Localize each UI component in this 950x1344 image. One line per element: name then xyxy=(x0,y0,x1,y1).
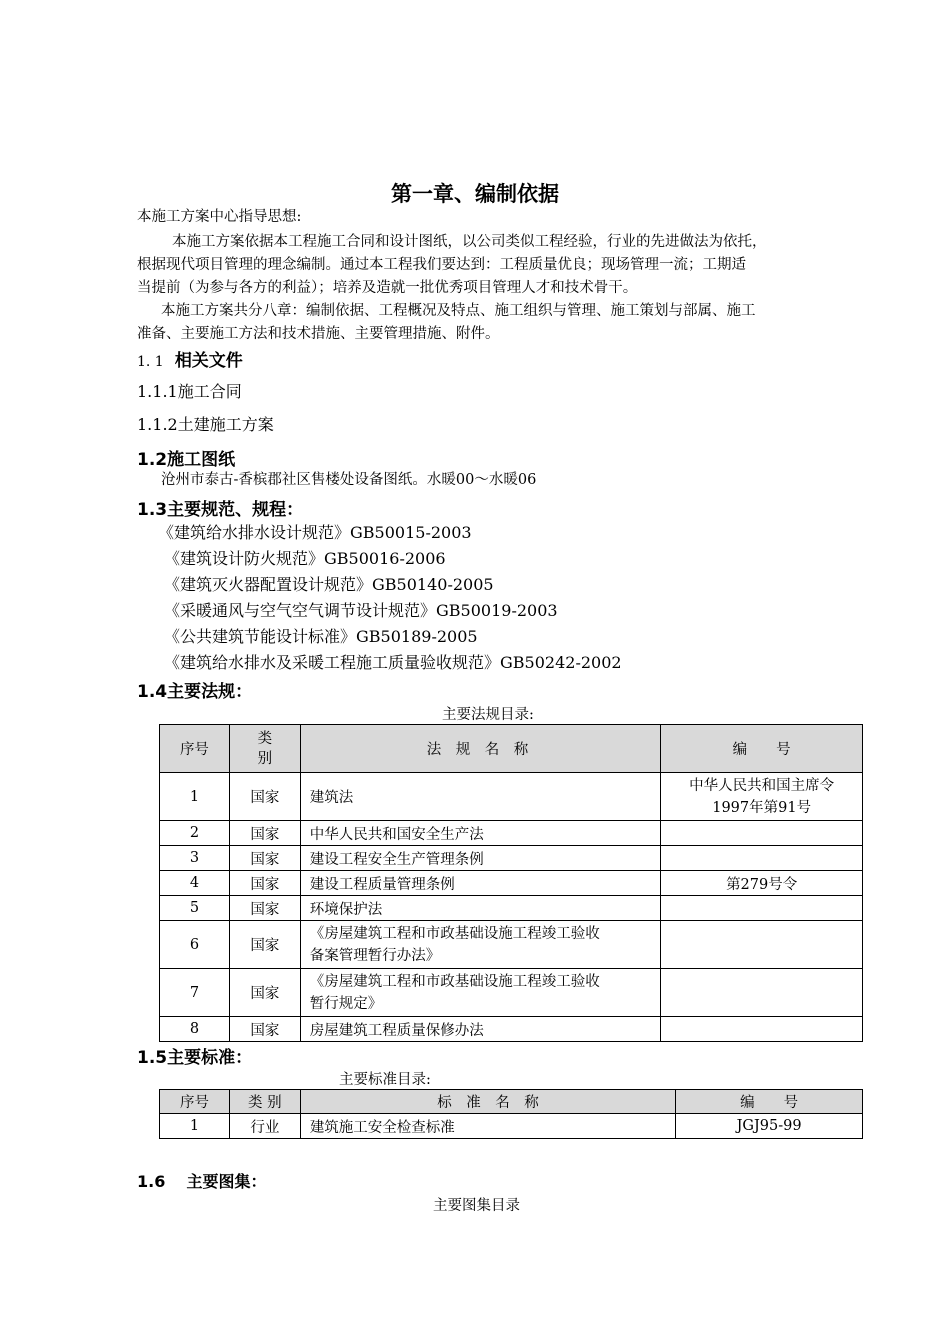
section-1-2-title: 1.2施工图纸 xyxy=(137,450,236,470)
section-1-6-title: 主要图集： xyxy=(186,1172,267,1191)
row-category: 国家 xyxy=(229,871,300,896)
row-code xyxy=(661,821,863,846)
row-code-line2: 1997年第91号 xyxy=(712,799,812,816)
section-1-6-number: 1.6 xyxy=(137,1172,166,1191)
intro-para1-line3: 当提前（为参与各方的利益）；培养及造就一批优秀项目管理人才和技术骨干。 xyxy=(137,280,638,296)
table-row xyxy=(160,1114,863,1139)
section-1-4-title: 1.4主要法规： xyxy=(137,682,253,702)
row-category: 国家 xyxy=(229,896,300,921)
table-row xyxy=(160,773,863,821)
spec-item: 《建筑给水排水及采暖工程施工质量验收规范》GB50242-2002 xyxy=(164,653,622,672)
section-1-6-heading xyxy=(137,1169,266,1192)
row-no: 6 xyxy=(160,921,230,969)
row-law-name: 建设工程安全生产管理条例 xyxy=(300,846,661,871)
row-law-name: 建设工程质量管理条例 xyxy=(300,871,661,896)
row-law-name-line2: 备案管理暂行办法》 xyxy=(309,947,441,964)
row-law-name-line1: 《房屋建筑工程和市政基础设施工程竣工验收 xyxy=(309,925,600,942)
row-law-name xyxy=(300,921,661,969)
table-row xyxy=(160,896,863,921)
intro-para1-line1: 本施工方案依据本工程施工合同和设计图纸，以公司类似工程经验，行业的先进做法为依托， xyxy=(172,234,767,250)
spec-item: 《采暖通风与空气空气调节设计规范》GB50019-2003 xyxy=(164,601,558,620)
spec-item: 《建筑给水排水设计规范》GB50015-2003 xyxy=(158,523,472,542)
header-standard-name: 标 准 名 称 xyxy=(300,1090,675,1114)
row-code xyxy=(661,773,863,821)
intro-lead: 本施工方案中心指导思想: xyxy=(137,209,302,225)
row-no: 2 xyxy=(160,821,230,846)
spec-item: 《建筑灭火器配置设计规范》GB50140-2005 xyxy=(164,575,494,594)
section-1-1-number: 1. 1 xyxy=(137,354,164,370)
row-code xyxy=(661,1017,863,1042)
row-no: 4 xyxy=(160,871,230,896)
header-category xyxy=(229,725,300,773)
row-no: 7 xyxy=(160,969,230,1017)
chapter-title: 第一章、编制依据 xyxy=(391,182,559,206)
row-no: 8 xyxy=(160,1017,230,1042)
intro-para1-line2: 根据现代项目管理的理念编制。通过本工程我们要达到：工程质量优良；现场管理一流；工期适 xyxy=(137,257,746,273)
row-code xyxy=(661,896,863,921)
row-code xyxy=(661,921,863,969)
spec-item: 《建筑设计防火规范》GB50016-2006 xyxy=(164,549,446,568)
row-no: 5 xyxy=(160,896,230,921)
section-1-5-title: 1.5主要标准： xyxy=(137,1048,253,1068)
table-row xyxy=(160,921,863,969)
row-no: 1 xyxy=(160,773,230,821)
standards-table xyxy=(159,1089,863,1139)
row-no: 3 xyxy=(160,846,230,871)
section-1-1-2: 1.1.2土建施工方案 xyxy=(137,415,274,434)
row-code: JGJ95-99 xyxy=(676,1114,863,1139)
row-code: 第279号令 xyxy=(661,871,863,896)
table-row xyxy=(160,871,863,896)
row-law-name-line2: 暂行规定》 xyxy=(309,995,383,1012)
row-law-name: 中华人民共和国安全生产法 xyxy=(300,821,661,846)
row-code xyxy=(661,969,863,1017)
row-category: 国家 xyxy=(229,1017,300,1042)
row-category: 国家 xyxy=(229,773,300,821)
row-law-name xyxy=(300,969,661,1017)
row-category: 国家 xyxy=(229,921,300,969)
row-code-line1: 中华人民共和国主席令 xyxy=(689,777,835,794)
section-1-1-1: 1.1.1施工合同 xyxy=(137,382,242,401)
table-row xyxy=(160,969,863,1017)
section-1-1-heading xyxy=(137,346,243,372)
header-category-line2: 别 xyxy=(257,750,273,767)
row-category: 行业 xyxy=(229,1114,300,1139)
row-law-name: 建筑法 xyxy=(300,773,661,821)
row-standard-name: 建筑施工安全检查标准 xyxy=(300,1114,675,1139)
row-law-name: 环境保护法 xyxy=(300,896,661,921)
row-law-name-line1: 《房屋建筑工程和市政基础设施工程竣工验收 xyxy=(309,973,600,990)
atlas-caption: 主要图集目录 xyxy=(433,1198,520,1214)
row-code xyxy=(661,846,863,871)
standards-table-caption: 主要标准目录: xyxy=(339,1072,431,1088)
intro-para2-line2: 准备、主要施工方法和技术措施、主要管理措施、附件。 xyxy=(137,326,500,342)
header-category: 类 别 xyxy=(229,1090,300,1114)
spec-item: 《公共建筑节能设计标准》GB50189-2005 xyxy=(164,627,478,646)
table-row xyxy=(160,1017,863,1042)
laws-table-caption: 主要法规目录: xyxy=(442,707,534,723)
row-law-name: 房屋建筑工程质量保修办法 xyxy=(300,1017,661,1042)
section-1-2-text: 沧州市泰古-香槟郡社区售楼处设备图纸。水暖00～水暖06 xyxy=(161,472,537,488)
section-1-1-title: 相关文件 xyxy=(174,351,243,371)
laws-table xyxy=(159,724,863,1042)
header-no: 序号 xyxy=(160,725,230,773)
header-code: 编 号 xyxy=(676,1090,863,1114)
row-category: 国家 xyxy=(229,821,300,846)
table-row xyxy=(160,821,863,846)
table-row xyxy=(160,846,863,871)
header-category-line1: 类 xyxy=(257,730,273,747)
intro-para2-line1: 本施工方案共分八章：编制依据、工程概况及特点、施工组织与管理、施工策划与部属、施工 xyxy=(161,303,756,319)
header-law-name: 法 规 名 称 xyxy=(300,725,661,773)
row-category: 国家 xyxy=(229,846,300,871)
row-no: 1 xyxy=(160,1114,230,1139)
row-category: 国家 xyxy=(229,969,300,1017)
section-1-3-title: 1.3主要规范、规程： xyxy=(137,500,304,520)
header-code: 编 号 xyxy=(661,725,863,773)
header-no: 序号 xyxy=(160,1090,230,1114)
